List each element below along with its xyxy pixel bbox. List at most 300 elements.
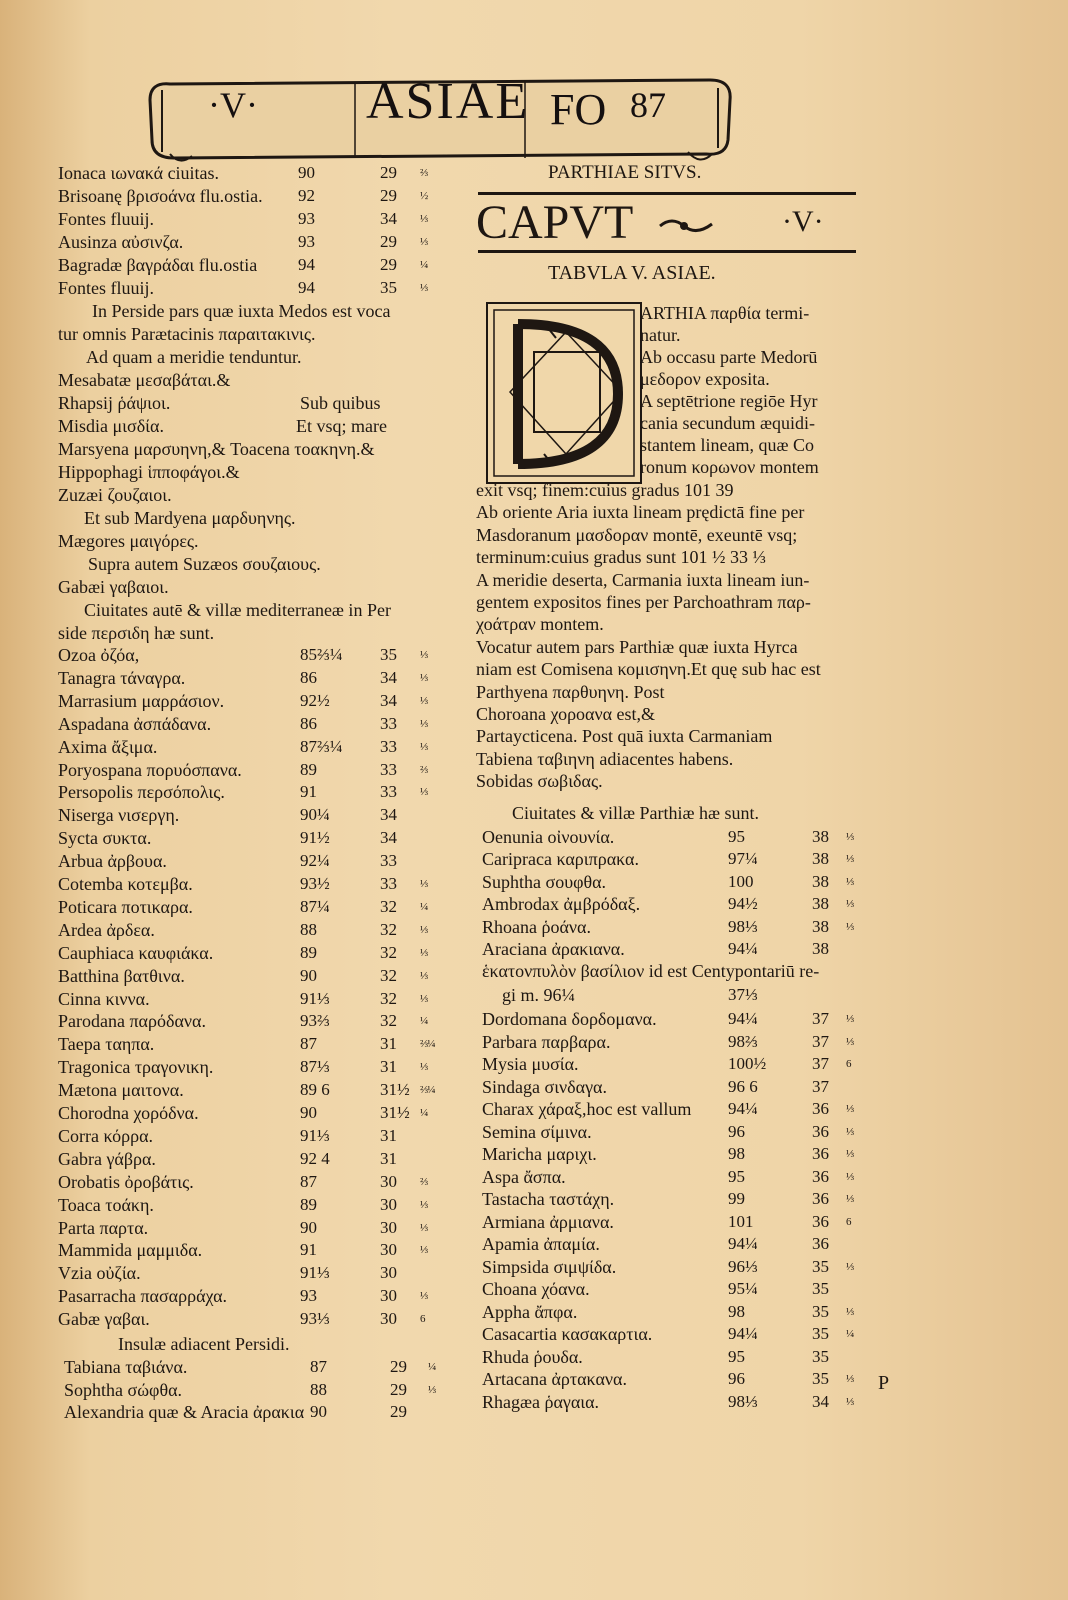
header-banner [140,70,740,170]
fraction-mark: ¼ [420,259,428,271]
longitude: 100½ [728,1054,767,1073]
chapter-number: ·V· [782,205,824,238]
longitude: 86 [300,667,317,687]
fraction-mark: ⅓ [420,236,428,248]
longitude: 88 [300,919,317,939]
table-row [58,873,438,895]
longitude: 91 [300,1240,317,1260]
text-line: ronum κορωνον montem [640,457,819,477]
place-name: Tabiana ταβιάνα. [64,1357,188,1377]
longitude: 94¼ [728,1099,758,1118]
table-row [482,848,862,870]
longitude: 95 [728,1346,745,1366]
longitude: 90 [310,1402,327,1421]
latitude: 36 [812,1166,829,1186]
table-row [64,1401,444,1423]
fraction-mark: ⅓ [420,946,428,959]
text-line: Tabiena ταβιηνη adiacentes habens. [476,748,734,769]
longitude: 90 [300,1217,317,1237]
islands-heading: Insulæ adiacent Persidi. [118,1334,290,1354]
longitude: 89 [300,759,317,779]
place-name: Fontes fluuij. [58,209,155,229]
latitude: 35 [812,1301,829,1321]
latitude: 38 [812,827,829,846]
fraction-mark: ⅓ [846,1260,854,1273]
fraction-mark: 6 [846,1058,851,1070]
latitude: 33 [380,782,397,802]
fleuron-icon [656,214,716,238]
table-row [58,1239,438,1261]
text-line: ARTHIA παρθία termi- [640,303,810,323]
hecatompylos-line: ἑκατονπυλὸν βασίλιον id est Centypontariū re- [482,961,820,981]
text-line: μεδορον exposita. [640,369,770,389]
place-name: Taepa ταηπα. [58,1034,155,1055]
prose-line: Mægores μαιγόρες. [58,531,199,551]
longitude: 100 [728,871,754,891]
latitude: 35 [812,1369,829,1388]
latitude: 38 [812,871,829,891]
latitude: 29 [390,1379,407,1399]
table-row [58,965,438,987]
fraction-mark: ⅓ [846,1305,854,1318]
longitude: 91⅓ [300,1125,330,1145]
place-name: Chorodna χορόδνα. [58,1103,199,1123]
place-name: Persopolis περσόπολις. [58,782,225,803]
latitude: 30 [380,1240,397,1260]
longitude: 98 [728,1301,745,1321]
prose-line: Marsyena μαρσυηνη,& Toacena τοακηνη.& [58,439,375,459]
text-line: stantem lineam, quæ Co [640,435,814,455]
fraction-mark: ⅓ [420,969,428,982]
longitude: 87¼ [300,896,330,916]
fraction-mark: ⅓ [846,920,854,933]
table-row [482,871,862,893]
longitude: 90 [298,163,315,182]
table-row [58,690,438,712]
latitude: 36 [812,1144,829,1163]
table-row [482,1166,862,1188]
longitude: 95¼ [728,1279,758,1298]
longitude: 87 [300,1171,317,1191]
place-name: Axima ἄξιμα. [58,736,158,757]
banner-title: ASIAE [366,73,530,130]
place-name: Poticara ποτικαρα. [58,896,193,917]
place-name: Appha ἄπφα. [482,1301,578,1322]
fraction-mark: ⅓ [420,740,428,753]
table-row [482,1301,862,1323]
fraction-mark: 6 [846,1215,851,1228]
place-name: Apamia ἀπαμία. [482,1234,600,1254]
latitude: 30 [380,1286,397,1306]
table-row [58,1262,438,1284]
place-name: Toaca τοάκη. [58,1194,154,1215]
latitude: 31 [380,1057,397,1077]
longitude: 94 [298,255,315,274]
place-name: Mammida μαμμιδα. [58,1240,203,1261]
fraction-mark: ⅓ [420,878,428,890]
latitude: 33 [380,874,397,893]
place-name: Rhoana ῥοάνα. [482,916,591,937]
table-row [482,1008,862,1030]
text-line: exit vsq; finem:cuius gradus 101 39 [476,480,734,500]
longitude: 93⅔ [300,1011,330,1031]
place-name: Mætona μαιτονα. [58,1080,184,1101]
table-row [58,254,438,276]
table-row [482,1053,862,1075]
prose-line: Misdia μισδία. [58,416,164,436]
table-row [482,1211,862,1233]
place-name: Niserga νισεργη. [58,805,180,826]
latitude: 33 [380,851,397,871]
place-name: Ionaca ιωνακά ciuitas. [58,163,220,183]
text-line: Ab oriente Aria iuxta lineam prędictā fine per [476,502,805,523]
table-row [482,1278,862,1300]
table-row [58,759,438,781]
fraction-mark: ⅓ [846,1035,854,1048]
longitude: 96⅓ [728,1256,758,1276]
place-name: Mysia μυσία. [482,1054,579,1074]
latitude: 37 [812,1054,829,1073]
table-row [58,988,438,1010]
longitude: 93⅓ [300,1309,330,1329]
latitude: 32 [380,942,397,962]
latitude: 36 [812,1234,829,1253]
fraction-mark: ⅓ [420,1061,428,1074]
latitude: 29 [380,232,397,251]
table-row [58,1033,438,1055]
table-row [482,1031,862,1053]
place-name: Ambrodax ἀμβρόδαξ. [482,894,641,915]
latitude: 29 [380,163,397,182]
table-row [58,942,438,964]
text-line: niam est Comisena κομισηνη.Et quę sub hac est [476,659,821,680]
place-name: Semina σίμινα. [482,1121,592,1142]
table-row [482,1323,862,1345]
place-name: Gabra γάβρα. [58,1148,156,1169]
longitude: 88 [310,1379,327,1399]
latitude: 35 [812,1324,829,1343]
place-name: Orobatis ὀροβάτις. [58,1171,194,1192]
latitude: 37 [812,1031,829,1051]
longitude: 90 [300,1103,317,1122]
fraction-mark: ⅔ [420,1175,428,1188]
prose-line: In Perside pars quæ iuxta Medos est voca [92,301,391,321]
latitude: 32 [380,1011,397,1031]
table-row [58,1171,438,1193]
place-name: Artacana ἀρτακανα. [482,1369,627,1389]
table-row [482,1076,862,1098]
table-row [58,185,438,207]
longitude: 94¼ [728,1234,758,1253]
latitude: 30 [380,1217,397,1237]
longitude: 91 [300,782,317,802]
fraction-mark: ⅓ [420,649,428,661]
table-row [64,1379,444,1401]
text-line: terminum:cuius gradus sunt 101 ½ 33 ⅓ [476,547,766,568]
longitude: 87⅓ [300,1057,330,1077]
table-row [58,1217,438,1239]
place-name: Batthina βατθινα. [58,965,185,986]
fraction-mark: ⅓ [420,1290,428,1303]
place-name: Caripraca καριπρακα. [482,849,639,870]
fraction-mark: ⅓ [420,1198,428,1211]
table-row [482,1188,862,1210]
longitude: 95 [728,1166,745,1186]
place-name: Cotemba κοτεμβα. [58,874,193,894]
text-line: A septētrione regiōe Hyr [640,391,818,411]
longitude: 92 [298,186,315,205]
longitude: 91⅓ [300,1263,330,1283]
place-name: Maricha μαριχι. [482,1144,597,1164]
latitude: 33 [380,759,397,779]
table-row [482,1391,862,1413]
table-row [58,896,438,918]
page-number: 87 [630,85,666,125]
longitude: 93 [298,209,315,228]
longitude: 93½ [300,874,330,893]
longitude: 93 [300,1286,317,1306]
latitude: 31½ [380,1080,410,1100]
place-name: Aspadana ἀσπάδανα. [58,713,212,734]
fraction-mark: ⅓ [420,717,428,730]
table-row [482,826,862,848]
fraction-mark: ⅓ [420,694,428,707]
place-name: Vzia οὐζία. [58,1263,141,1284]
cities-heading: Ciuitates & villæ Parthiæ hæ sunt. [512,803,760,823]
longitude: 87⅔¼ [300,736,343,756]
place-name: Ausinza αὐσινζα. [58,232,184,252]
table-row [58,1056,438,1078]
table-row [58,919,438,941]
text-line: χοάτραν montem. [476,614,604,635]
fraction-mark: ⅓ [846,1013,854,1025]
longitude: 92 4 [300,1148,330,1168]
latitude: 35 [380,645,397,664]
place-name: Aspa ἄσπα. [482,1166,566,1187]
fraction-mark: ⅓ [420,1221,428,1234]
latitude: 31 [380,1034,397,1054]
place-name: Marrasium μαρράσιον. [58,690,225,711]
table-row [58,231,438,253]
latitude: 37⅓ [728,985,758,1004]
longitude: 92½ [300,690,330,710]
latitude: 34 [380,209,397,228]
text-line: gentem expositos fines per Parchoathram παρ- [476,592,811,612]
table-row [58,162,438,184]
table-row [58,1125,438,1147]
longitude: 98⅓ [728,1391,758,1411]
longitude: 99 [728,1189,745,1208]
fraction-mark: ⅓ [420,923,428,936]
place-name: Corra κόρρα. [58,1125,154,1146]
table-row [58,1079,438,1101]
text-line: A meridie deserta, Carmania iuxta lineam iun- [476,569,810,590]
text-line: Partaycticena. Post quā iuxta Carmaniam [476,726,773,747]
table-row [58,277,438,299]
table-row [58,1285,438,1307]
latitude: 34 [380,667,397,687]
latitude: 31½ [380,1103,410,1122]
latitude: 35 [812,1256,829,1276]
table-row [482,1346,862,1368]
latitude: 35 [380,278,397,297]
longitude: 96 [728,1121,745,1141]
table-row [482,1143,862,1165]
prose-line: Rhapsij ῥάψιοι. [58,393,171,413]
longitude: 96 [728,1369,745,1388]
place-name: Sindaga σινδαγα. [482,1076,607,1097]
longitude: 97¼ [728,849,758,869]
longitude: 85⅔¼ [300,645,343,664]
longitude: 94¼ [728,939,758,958]
table-row [58,850,438,872]
prose-line: Ad quam a meridie tenduntur. [86,347,302,367]
fraction-mark: ⅓ [846,898,854,911]
latitude: 29 [380,186,397,205]
prose-line: Hippophagi ἱπποφάγοι.& [58,462,240,482]
latitude: 31 [380,1148,397,1168]
prose-line: Mesabatæ μεσαβάται.& [58,370,231,390]
place-name: Tastacha ταστάχη. [482,1189,615,1209]
latitude: 36 [812,1121,829,1141]
tabula-heading: TABVLA V. ASIAE. [548,262,716,284]
latitude: 30 [380,1309,397,1329]
place-name: Tanagra τάναγρα. [58,667,186,688]
longitude: 90¼ [300,805,330,825]
longitude: 87 [300,1034,317,1054]
prose-line: Supra autem Suzæos σουζαιους. [88,554,321,574]
table-row [58,1010,438,1032]
place-name: Fontes fluuij. [58,278,155,298]
latitude: 38 [812,894,829,914]
banner-right-text: FO [550,85,607,134]
place-name: Alexandria quæ & Aracia ἀρακια [64,1402,305,1422]
text-line: Choroana χοροανα est,& [476,704,656,724]
table-row [58,208,438,230]
prose-line: Et sub Mardyena μαρδυηνης. [84,508,296,528]
table-row [482,893,862,915]
fraction-mark: ⅓ [428,1383,436,1396]
table-row [58,804,438,826]
longitude: 89 [300,1194,317,1214]
text-line: cania secundum æquidi- [640,413,815,433]
longitude: 89 6 [300,1080,330,1100]
latitude: 32 [380,988,397,1008]
place-name: Cinna κιννα. [58,988,150,1009]
prose-line: Sub quibus [300,393,381,413]
table-row [58,1308,438,1330]
latitude: 37 [812,1009,829,1028]
chapter-heading: CAPVT [476,196,634,249]
latitude: 29 [390,1357,407,1376]
place-name: Parodana παρόδανα. [58,1011,206,1032]
prose-line: Gabæi γαβαιοι. [58,577,169,597]
text-line: Parthyena παρθυηνη. Post [476,681,665,702]
latitude: 34 [380,690,397,710]
table-row [482,1256,862,1278]
place-name: Casacartia κασακαρτια. [482,1324,653,1344]
longitude: 86 [300,713,317,733]
longitude: 91½ [300,828,330,848]
fraction-mark: ⅓ [846,1148,854,1160]
rule-line [478,192,856,195]
text-line: Masdoranum μασδοραν montē, exeuntē vsq; [476,524,798,545]
latitude: 35 [812,1346,829,1366]
latitude: 38 [812,849,829,869]
latitude: 38 [812,916,829,936]
longitude: 96 6 [728,1076,758,1096]
prose-line: Et vsq; mare [296,416,387,436]
fraction-mark: ⅔¼ [420,1084,435,1097]
fraction-mark: ⅔ [420,167,428,179]
initial-letter [488,304,489,305]
longitude: 93 [298,232,315,251]
fraction-mark: ¼ [420,1015,428,1028]
table-row [58,667,438,689]
longitude: 98 [728,1144,745,1163]
place-name: Ozoa ὀζόα, [58,645,140,665]
table-row [64,1356,444,1378]
table-row [482,1121,862,1143]
longitude: 87 [310,1357,327,1376]
text-line: Sobidas σωβιδας. [476,771,603,792]
table-row [58,827,438,849]
place-name: Araciana ἀρακιανα. [482,939,625,959]
place-name: Armiana ἀρμιανα. [482,1211,614,1232]
latitude: 32 [380,896,397,916]
place-name: Parbara παρβαρα. [482,1031,611,1052]
longitude: 91⅓ [300,988,330,1008]
table-row [482,938,862,960]
table-row [58,781,438,803]
place-name: Choana χόανα. [482,1279,590,1299]
fraction-mark: ⅓ [420,786,428,799]
latitude: 36 [812,1211,829,1231]
latitude: 35 [812,1279,829,1298]
table-row [482,1233,862,1255]
fraction-mark: ⅔¼ [420,1038,435,1051]
fraction-mark: ¼ [428,1361,436,1373]
longitude: 98⅔ [728,1031,758,1051]
latitude: 36 [812,1099,829,1118]
fraction-mark: ⅓ [420,992,428,1005]
table-row [58,644,438,666]
latitude: 38 [812,939,829,958]
prose-line: Ciuitates autē & villæ mediterraneæ in Per [84,600,391,620]
place-name: Parta παρτα. [58,1217,149,1238]
table-row [58,1194,438,1216]
latitude: 33 [380,713,397,733]
place-name: Rhuda ῥουδα. [482,1346,583,1367]
latitude: 30 [380,1263,397,1283]
place-name: Oenunia οἰνουνία. [482,827,615,847]
table-row [58,713,438,735]
fraction-mark: ½ [420,190,428,202]
longitude: 95 [728,827,745,846]
text-line: Vocatur autem pars Parthiæ quæ iuxta Hyrca [476,636,798,657]
catchword: P [878,1372,890,1394]
text-line: natur. [640,325,681,345]
fraction-mark: ⅓ [846,1103,854,1115]
longitude: 98⅓ [728,916,758,936]
latitude: 34 [380,805,397,825]
place-name: Sycta συκτα. [58,828,152,849]
fraction-mark: ⅓ [846,1125,854,1138]
table-row [58,1102,438,1124]
initial-ornament [488,304,640,482]
latitude: 30 [380,1194,397,1214]
latitude: 31 [380,1125,397,1145]
